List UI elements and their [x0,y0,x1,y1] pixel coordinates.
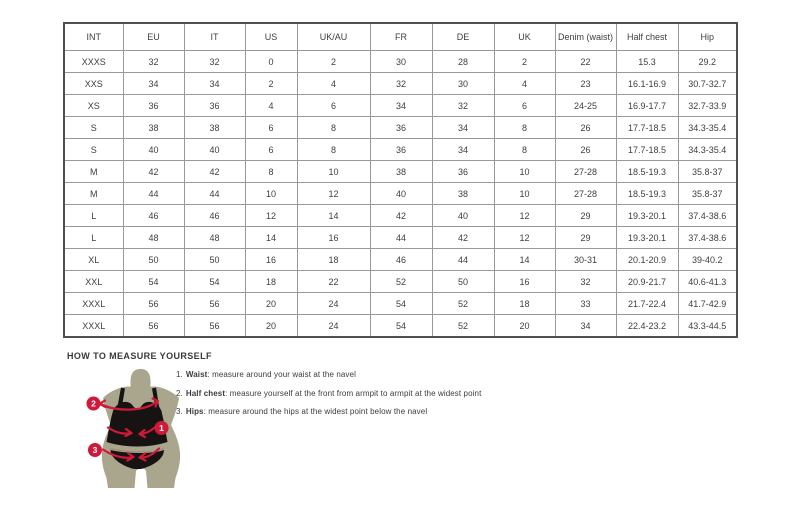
table-cell: 44 [370,227,432,249]
table-cell: 14 [245,227,297,249]
table-cell: 40 [184,139,245,161]
table-cell: XXXL [64,293,123,315]
table-cell: XS [64,95,123,117]
table-cell: 52 [370,271,432,293]
instruction-term: Waist [185,370,208,379]
table-cell: 46 [123,205,184,227]
table-cell: 56 [123,293,184,315]
table-cell: 37.4-38.6 [678,227,737,249]
column-header: DE [432,23,494,51]
table-cell: M [64,161,123,183]
svg-text:1: 1 [159,423,164,433]
table-cell: 18 [245,271,297,293]
table-row [64,271,737,293]
waist-badge [155,421,169,435]
table-cell: 12 [494,227,555,249]
table-cell: 39-40.2 [678,249,737,271]
table-header-row [64,23,737,51]
table-row [64,117,737,139]
table-cell: 50 [184,249,245,271]
instruction-item-hips [176,403,481,422]
instruction-term: Half chest [185,388,226,398]
table-cell: 4 [297,73,370,95]
instruction-number: 2. [176,388,183,398]
table-cell: 56 [184,315,245,338]
table-cell: 34 [432,117,494,139]
column-header: FR [370,23,432,51]
table-cell: 38 [123,117,184,139]
table-cell: 10 [297,161,370,183]
table-cell: 16 [297,227,370,249]
table-cell: 32 [432,95,494,117]
table-cell: 40 [123,139,184,161]
table-cell: 6 [245,117,297,139]
chest-badge [87,397,101,411]
table-row [64,161,737,183]
table-row [64,227,737,249]
table-cell: 34 [370,95,432,117]
table-cell: 24 [297,315,370,338]
table-cell: 12 [494,205,555,227]
table-cell: 23 [555,73,616,95]
table-cell: 36 [370,117,432,139]
table-cell: 22 [555,51,616,73]
table-cell: 18 [297,249,370,271]
table-cell: 33 [555,293,616,315]
column-header: UK/AU [297,23,370,51]
table-cell: 56 [184,293,245,315]
table-cell: 54 [370,293,432,315]
table-cell: XL [64,249,123,271]
table-cell: 42 [184,161,245,183]
table-cell: 41.7-42.9 [678,293,737,315]
table-cell: 18 [494,293,555,315]
table-cell: 40 [370,183,432,205]
column-header: EU [123,23,184,51]
table-cell: 40 [432,205,494,227]
table-cell: 12 [297,183,370,205]
table-cell: XXXL [64,315,123,338]
table-cell: 44 [184,183,245,205]
table-cell: 10 [245,183,297,205]
instruction-term: Hips [185,407,204,416]
instruction-item-waist [176,366,481,385]
table-cell: 34.3-35.4 [678,117,737,139]
table-cell: 6 [297,95,370,117]
table-cell: 46 [184,205,245,227]
table-cell: 48 [184,227,245,249]
size-chart-table [63,22,738,338]
table-cell: XXS [64,73,123,95]
table-cell: 30 [370,51,432,73]
table-cell: 40.6-41.3 [678,271,737,293]
table-cell: 50 [123,249,184,271]
table-cell: 8 [494,117,555,139]
table-cell: 42 [123,161,184,183]
table-row [64,95,737,117]
instruction-text: : measure around the hips at the widest point below the navel [203,407,428,416]
instruction-number: 3. [176,407,183,416]
table-cell: 8 [245,161,297,183]
table-cell: 56 [123,315,184,338]
table-row [64,139,737,161]
table-cell: L [64,205,123,227]
instruction-text: : measure yourself at the front from armpit to armpit at the widest point [225,388,482,398]
table-cell: S [64,139,123,161]
table-cell: 19.3-20.1 [616,227,678,249]
table-cell: 34.3-35.4 [678,139,737,161]
table-cell: 2 [494,51,555,73]
table-row [64,73,737,95]
table-cell: 10 [494,161,555,183]
table-cell: 22.4-23.2 [616,315,678,338]
instruction-number: 1. [176,370,183,379]
table-cell: M [64,183,123,205]
table-cell: 29 [555,205,616,227]
size-table-body [64,51,737,338]
table-cell: 44 [432,249,494,271]
column-header: Half chest [616,23,678,51]
table-cell: 32 [184,51,245,73]
table-cell: 30.7-32.7 [678,73,737,95]
table-cell: 17.7-18.5 [616,117,678,139]
table-cell: 38 [370,161,432,183]
table-cell: 16.9-17.7 [616,95,678,117]
table-cell: 16.1-16.9 [616,73,678,95]
table-cell: 38 [184,117,245,139]
table-cell: 27-28 [555,161,616,183]
table-cell: 6 [245,139,297,161]
table-cell: 35.8-37 [678,183,737,205]
table-cell: 32 [370,73,432,95]
column-header: US [245,23,297,51]
table-cell: 30-31 [555,249,616,271]
table-cell: 24 [297,293,370,315]
column-header: INT [64,23,123,51]
table-cell: 32.7-33.9 [678,95,737,117]
table-cell: 0 [245,51,297,73]
hips-badge [88,443,102,457]
table-cell: 15.3 [616,51,678,73]
table-cell: 34 [184,73,245,95]
column-header: UK [494,23,555,51]
table-cell: 54 [184,271,245,293]
table-row [64,51,737,73]
table-row [64,183,737,205]
table-cell: L [64,227,123,249]
column-header: IT [184,23,245,51]
table-cell: 4 [245,95,297,117]
table-cell: 4 [494,73,555,95]
svg-text:3: 3 [92,445,98,455]
table-cell: 20 [494,315,555,338]
table-cell: 42 [370,205,432,227]
table-cell: S [64,117,123,139]
table-cell: 16 [494,271,555,293]
table-cell: 17.7-18.5 [616,139,678,161]
table-cell: 22 [297,271,370,293]
table-cell: 30 [432,73,494,95]
table-row [64,293,737,315]
measure-instructions [176,366,481,422]
section-heading: HOW TO MEASURE YOURSELF [67,351,212,361]
column-header: Hip [678,23,737,51]
table-cell: 8 [297,117,370,139]
table-cell: 20 [245,315,297,338]
table-cell: 24-25 [555,95,616,117]
table-cell: 34 [555,315,616,338]
table-cell: 37.4-38.6 [678,205,737,227]
table-cell: 19.3-20.1 [616,205,678,227]
table-cell: 43.3-44.5 [678,315,737,338]
table-cell: 29.2 [678,51,737,73]
table-cell: 14 [494,249,555,271]
table-cell: 52 [432,293,494,315]
table-row [64,249,737,271]
table-cell: 38 [432,183,494,205]
table-cell: 34 [432,139,494,161]
table-cell: 36 [123,95,184,117]
table-cell: 36 [370,139,432,161]
table-cell: 34 [123,73,184,95]
instruction-item-half-chest [176,385,481,404]
table-cell: 44 [123,183,184,205]
table-cell: 48 [123,227,184,249]
table-cell: 16 [245,249,297,271]
table-cell: XXL [64,271,123,293]
svg-text:2: 2 [91,398,96,409]
table-cell: 26 [555,139,616,161]
table-cell: 2 [297,51,370,73]
table-cell: 26 [555,117,616,139]
table-cell: 42 [432,227,494,249]
table-cell: 29 [555,227,616,249]
table-cell: 8 [297,139,370,161]
instruction-text: : measure around your waist at the navel [207,370,356,379]
table-cell: 6 [494,95,555,117]
column-header: Denim (waist) [555,23,616,51]
table-cell: 54 [370,315,432,338]
table-cell: 52 [432,315,494,338]
table-cell: 36 [432,161,494,183]
table-cell: 20 [245,293,297,315]
table-cell: 46 [370,249,432,271]
table-cell: 2 [245,73,297,95]
table-cell: 18.5-19.3 [616,161,678,183]
table-row [64,205,737,227]
table-cell: 32 [555,271,616,293]
table-cell: 32 [123,51,184,73]
table-cell: 28 [432,51,494,73]
table-row [64,315,737,338]
table-cell: 8 [494,139,555,161]
table-cell: 20.1-20.9 [616,249,678,271]
table-cell: 20.9-21.7 [616,271,678,293]
table-cell: 12 [245,205,297,227]
table-cell: 10 [494,183,555,205]
table-cell: XXXS [64,51,123,73]
table-cell: 50 [432,271,494,293]
table-cell: 54 [123,271,184,293]
table-cell: 36 [184,95,245,117]
table-cell: 18.5-19.3 [616,183,678,205]
table-cell: 14 [297,205,370,227]
table-cell: 21.7-22.4 [616,293,678,315]
table-cell: 27-28 [555,183,616,205]
table-cell: 35.8-37 [678,161,737,183]
